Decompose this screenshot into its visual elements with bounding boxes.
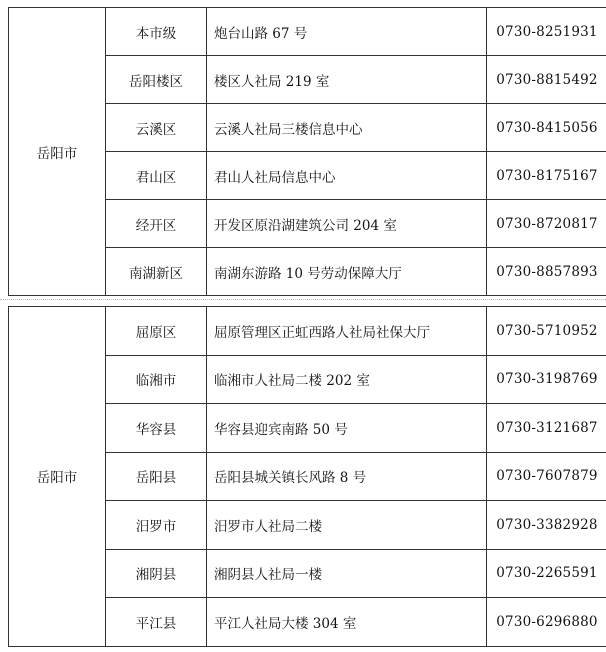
phone-cell: 0730-8720817	[487, 200, 606, 248]
page-break-divider	[0, 299, 606, 300]
district-cell: 平江县	[106, 598, 207, 647]
district-cell: 岳阳楼区	[106, 56, 207, 104]
phone-cell: 0730-2265591	[487, 549, 606, 598]
address-cell: 临湘市人社局二楼 202 室	[207, 355, 487, 404]
district-cell: 临湘市	[106, 355, 207, 404]
table-row	[9, 307, 606, 356]
address-cell: 平江人社局大楼 304 室	[207, 598, 487, 647]
district-cell: 岳阳县	[106, 452, 207, 501]
phone-cell: 0730-3121687	[487, 404, 606, 453]
address-cell: 岳阳县城关镇长风路 8 号	[207, 452, 487, 501]
district-cell: 君山区	[106, 152, 207, 200]
phone-cell: 0730-8815492	[487, 56, 606, 104]
address-cell: 云溪人社局三楼信息中心	[207, 104, 487, 152]
office-table-2-body	[9, 307, 606, 647]
address-cell: 屈原管理区正虹西路人社局社保大厅	[207, 307, 487, 356]
city-cell: 岳阳市	[9, 307, 106, 647]
office-table-1-body	[9, 8, 606, 296]
phone-cell: 0730-8251931	[487, 8, 606, 56]
address-cell: 湘阴县人社局一楼	[207, 549, 487, 598]
address-cell: 开发区原沿湖建筑公司 204 室	[207, 200, 487, 248]
phone-cell: 0730-6296880	[487, 598, 606, 647]
phone-cell: 0730-3382928	[487, 501, 606, 550]
office-table-1	[8, 7, 606, 296]
phone-cell: 0730-3198769	[487, 355, 606, 404]
address-cell: 南湖东游路 10 号劳动保障大厅	[207, 248, 487, 296]
district-cell: 汨罗市	[106, 501, 207, 550]
district-cell: 屈原区	[106, 307, 207, 356]
phone-cell: 0730-7607879	[487, 452, 606, 501]
phone-cell: 0730-8415056	[487, 104, 606, 152]
city-cell: 岳阳市	[9, 8, 106, 296]
district-cell: 本市级	[106, 8, 207, 56]
address-cell: 君山人社局信息中心	[207, 152, 487, 200]
phone-cell: 0730-5710952	[487, 307, 606, 356]
address-cell: 华容县迎宾南路 50 号	[207, 404, 487, 453]
district-cell: 南湖新区	[106, 248, 207, 296]
phone-cell: 0730-8175167	[487, 152, 606, 200]
address-cell: 炮台山路 67 号	[207, 8, 487, 56]
address-cell: 汨罗市人社局二楼	[207, 501, 487, 550]
address-cell: 楼区人社局 219 室	[207, 56, 487, 104]
table-row	[9, 8, 606, 56]
district-cell: 经开区	[106, 200, 207, 248]
district-cell: 湘阴县	[106, 549, 207, 598]
district-cell: 云溪区	[106, 104, 207, 152]
phone-cell: 0730-8857893	[487, 248, 606, 296]
office-table-2	[8, 306, 606, 647]
district-cell: 华容县	[106, 404, 207, 453]
